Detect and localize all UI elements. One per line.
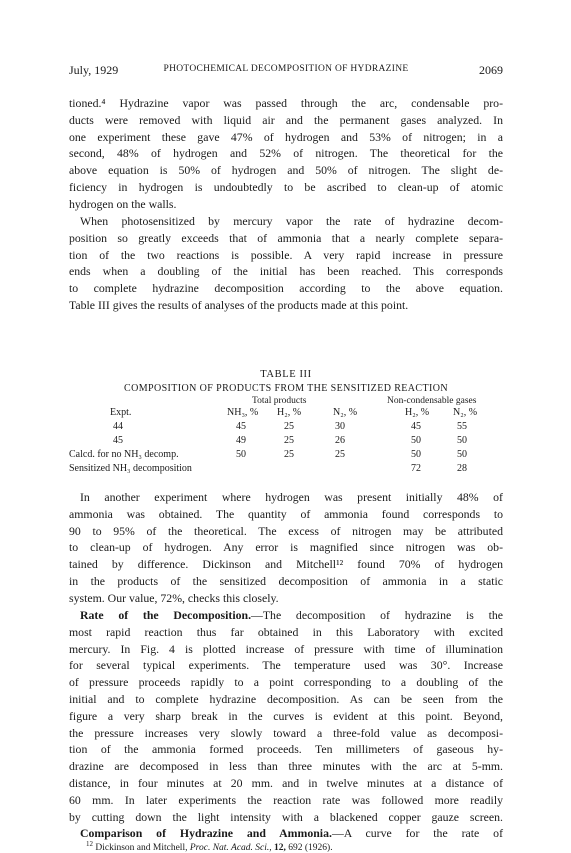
section-heading-comparison: Comparison of Hydrazine and Ammonia. [80, 826, 332, 840]
text-fragment: —A curve for the rate of [331, 826, 504, 840]
paragraph-3 [69, 489, 503, 607]
text-line: tion of the two reactions is possible. A very rapid increase in pressure [69, 247, 503, 262]
table-cell: 25 [284, 435, 294, 446]
text-line: of pressure proceeds rapidly to a point corresponding to a doubling of the [69, 675, 503, 690]
table-cell-label: 44 [113, 421, 123, 432]
text-line: to complete hydrazine decomposition according to the above equation. [69, 281, 503, 296]
paragraph-5 [69, 825, 503, 842]
page-number: 2069 [479, 63, 503, 77]
text-line [69, 607, 503, 624]
text-line: distance, in four minutes at 20 mm. and in twelve minutes at a distance of [69, 775, 503, 790]
text-line: Table III gives the results of analyses of the products made at this point. [69, 297, 409, 312]
table-cell-label: Calcd. for no NH₃ decomp. [69, 449, 179, 460]
text-line: the pressure increases very slowly toward a three-fold value as decomposi- [69, 725, 503, 740]
column-header-n2: N₂, % [333, 407, 358, 418]
text-line: ficiency in hydrogen is undoubtedly to be ascribed to clean-up of atomic [69, 179, 503, 194]
text-line: most rapid reaction thus far obtained in this Laboratory with excited [69, 624, 503, 639]
text-line: position so greatly exceeds that of ammonia that a nearly complete separa- [69, 230, 503, 245]
text-line: above equation is 50% of hydrogen and 50% of nitrogen. The slight de- [69, 163, 503, 178]
table-cell: 25 [284, 449, 294, 460]
text-line: to clean-up of hydrogen. Any error is magnified since nitrogen was ob- [69, 540, 503, 555]
paragraph-1 [69, 95, 503, 213]
table-cell: 45 [411, 421, 421, 432]
column-header-h2-noncond: H₂, % [405, 407, 430, 418]
table-cell: 50 [457, 449, 467, 460]
table-cell: 49 [236, 435, 246, 446]
table-cell: 28 [457, 463, 467, 474]
text-line [69, 825, 503, 842]
text-line: system. Our value, 72%, checks this closely. [69, 590, 279, 605]
column-header-nh3: NH₃, % [227, 407, 259, 418]
text-line: tained by difference. Dickinson and Mitchell¹² found 70% of hydrogen [69, 557, 503, 572]
table-cell: 72 [411, 463, 421, 474]
table-cell: 26 [335, 435, 345, 446]
table-cell: 50 [411, 435, 421, 446]
section-heading-rate: Rate of the Decomposition. [80, 608, 252, 622]
header-title: PHOTOCHEMICAL DECOMPOSITION OF HYDRAZINE [163, 64, 409, 74]
column-header-h2: H₂, % [277, 407, 302, 418]
table-cell: 50 [411, 449, 421, 460]
table-title: TABLE III [260, 369, 312, 380]
footnote-journal: Proc. Nat. Acad. Sci., [189, 843, 272, 853]
table-cell-label: Sensitized NH₃ decomposition [69, 463, 192, 474]
text-line: tion of the ammonia formed proceeds. Ten millimeters of gaseous hy- [69, 742, 503, 757]
footnote-pages: 692 (1926). [285, 843, 333, 853]
text-line: mercury. In Fig. 4 is plotted increase of pressure with time of illumination [69, 641, 503, 656]
text-line: 90 to 95% of the theoretical. The excess of nitrogen may be attributed [69, 523, 503, 538]
text-line: in the products of the sensitized decomposition of ammonia in a static [69, 573, 503, 588]
footnote-volume: 12, [271, 843, 286, 853]
paragraph-4 [69, 607, 503, 825]
text-line: ends when a doubling of the initial has been reached. This corresponds [69, 264, 503, 279]
table-cell: 30 [335, 421, 345, 432]
text-line: In another experiment where hydrogen was present initially 48% of [80, 490, 503, 504]
table-cell: 25 [284, 421, 294, 432]
group-header-total: Total products [252, 396, 307, 406]
text-line: When photosensitized by mercury vapor the rate of hydrazine decom- [80, 214, 503, 228]
column-header-expt: Expt. [110, 407, 132, 418]
text-line: hydrogen on the walls. [69, 196, 177, 211]
table-cell: 25 [335, 449, 345, 460]
table-cell: 55 [457, 421, 467, 432]
paragraph-2 [69, 213, 503, 314]
results-table [69, 396, 503, 486]
table-caption: COMPOSITION OF PRODUCTS FROM THE SENSITIZED REACTION [124, 383, 448, 394]
table-cell-label: 45 [113, 435, 123, 446]
text-line: second, 48% of hydrogen and 52% of nitrogen. The theoretical for the [69, 146, 503, 161]
column-header-n2-noncond: N₂, % [453, 407, 478, 418]
text-line: drazine are decomposed in less than three minutes with the arc at 5-mm. [69, 759, 503, 774]
footnote-text: Dickinson and Mitchell, [95, 843, 190, 853]
text-line: ammonia was obtained. The quantity of ammonia found corresponds to [69, 506, 503, 521]
running-head [69, 63, 503, 79]
text-line: by cutting down the light intensity with a blackened copper gauze screen. [69, 809, 503, 824]
text-line: ducts were removed with liquid air and the permanent gases analyzed. In [69, 112, 503, 127]
table-cell: 45 [236, 421, 246, 432]
text-line: for several typical experiments. The temperature used was 30°. Increase [69, 658, 503, 673]
table-cell: 50 [236, 449, 246, 460]
group-header-noncondensable: Non-condensable gases [387, 396, 477, 406]
text-line: figure a very sharp break in the curves is evident at this point. Beyond, [69, 708, 503, 723]
text-fragment: —The decomposition of hydrazine is the [251, 608, 503, 622]
text-line: tioned.⁴ Hydrazine vapor was passed through the arc, condensable pro- [69, 96, 503, 110]
text-line: initial and to complete hydrazine decomposition. As can be seen from the [69, 691, 503, 706]
table-cell: 50 [457, 435, 467, 446]
footnote-mark: 12 [86, 839, 93, 848]
text-line: one experiment these gave 47% of hydrogen and 53% of nitrogen; in a [69, 129, 503, 144]
header-date: July, 1929 [69, 63, 119, 77]
text-line: 60 mm. In later experiments the reaction rate was followed more readily [69, 792, 503, 807]
